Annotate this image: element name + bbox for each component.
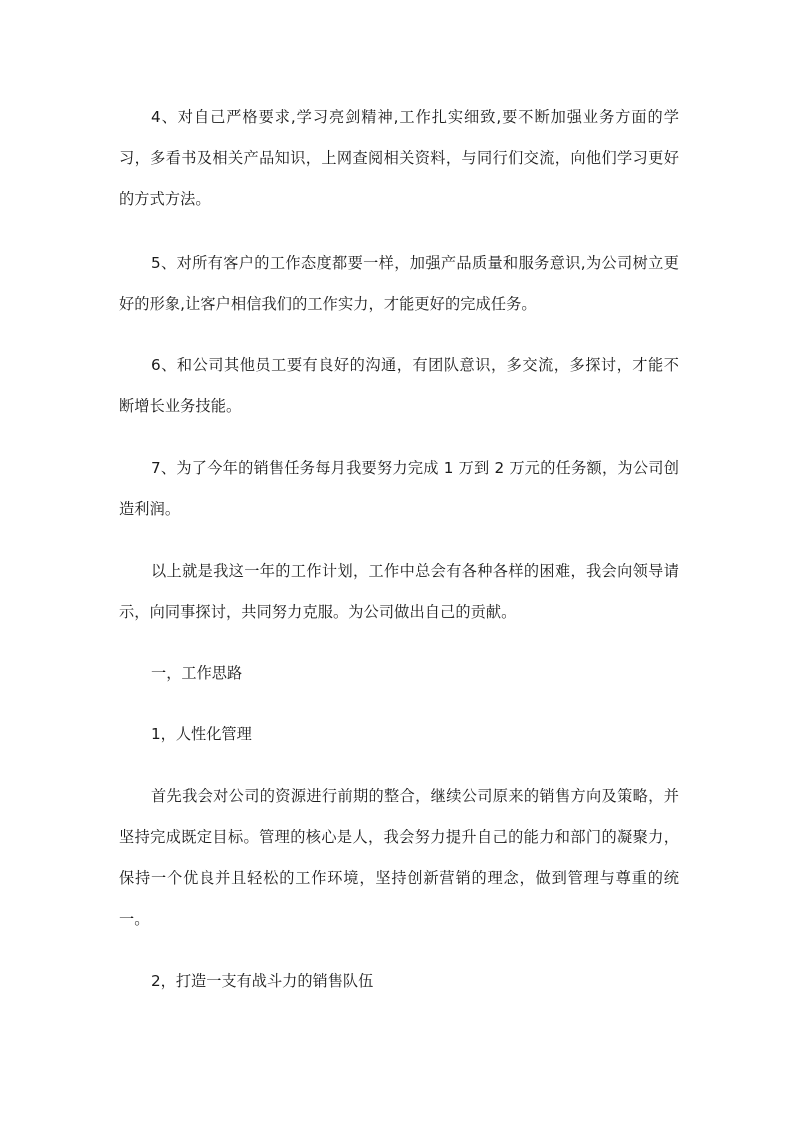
section-heading-work-ideas: 一，工作思路 [151, 664, 243, 682]
paragraph-item-6: 6、和公司其他员工要有良好的沟通，有团队意识，多交流，多探讨，才能不断增长业务技能。 [119, 356, 679, 415]
paragraph-item-5: 5、对所有客户的工作态度都要一样，加强产品质量和服务意识,为公司树立更好的形象,让客户相信我们的工作实力，才能更好的完成任务。 [119, 254, 679, 313]
paragraph-summary: 以上就是我这一年的工作计划，工作中总会有各种各样的困难，我会向领导请示，向同事探讨，共同努力克服。为公司做出自己的贡献。 [119, 562, 679, 621]
paragraph-item-7: 7、为了今年的销售任务每月我要努力完成 1 万到 2 万元的任务额，为公司创造利润。 [119, 459, 679, 518]
paragraph-management-detail: 首先我会对公司的资源进行前期的整合，继续公司原来的销售方向及策略，并坚持完成既定目标。管理的核心是人，我会努力提升自己的能力和部门的凝聚力，保持一个优良并且轻松的工作环境，坚持创新营销的理念，做到管理与尊重的统一。 [119, 787, 679, 928]
subheading-humanized-management: 1，人性化管理 [151, 725, 252, 743]
paragraph-item-4: 4、对自己严格要求,学习亮剑精神,工作扎实细致,要不断加强业务方面的学习，多看书及相关产品知识，上网查阅相关资料，与同行们交流，向他们学习更好的方式方法。 [119, 108, 679, 208]
subheading-sales-team: 2，打造一支有战斗力的销售队伍 [151, 972, 374, 990]
